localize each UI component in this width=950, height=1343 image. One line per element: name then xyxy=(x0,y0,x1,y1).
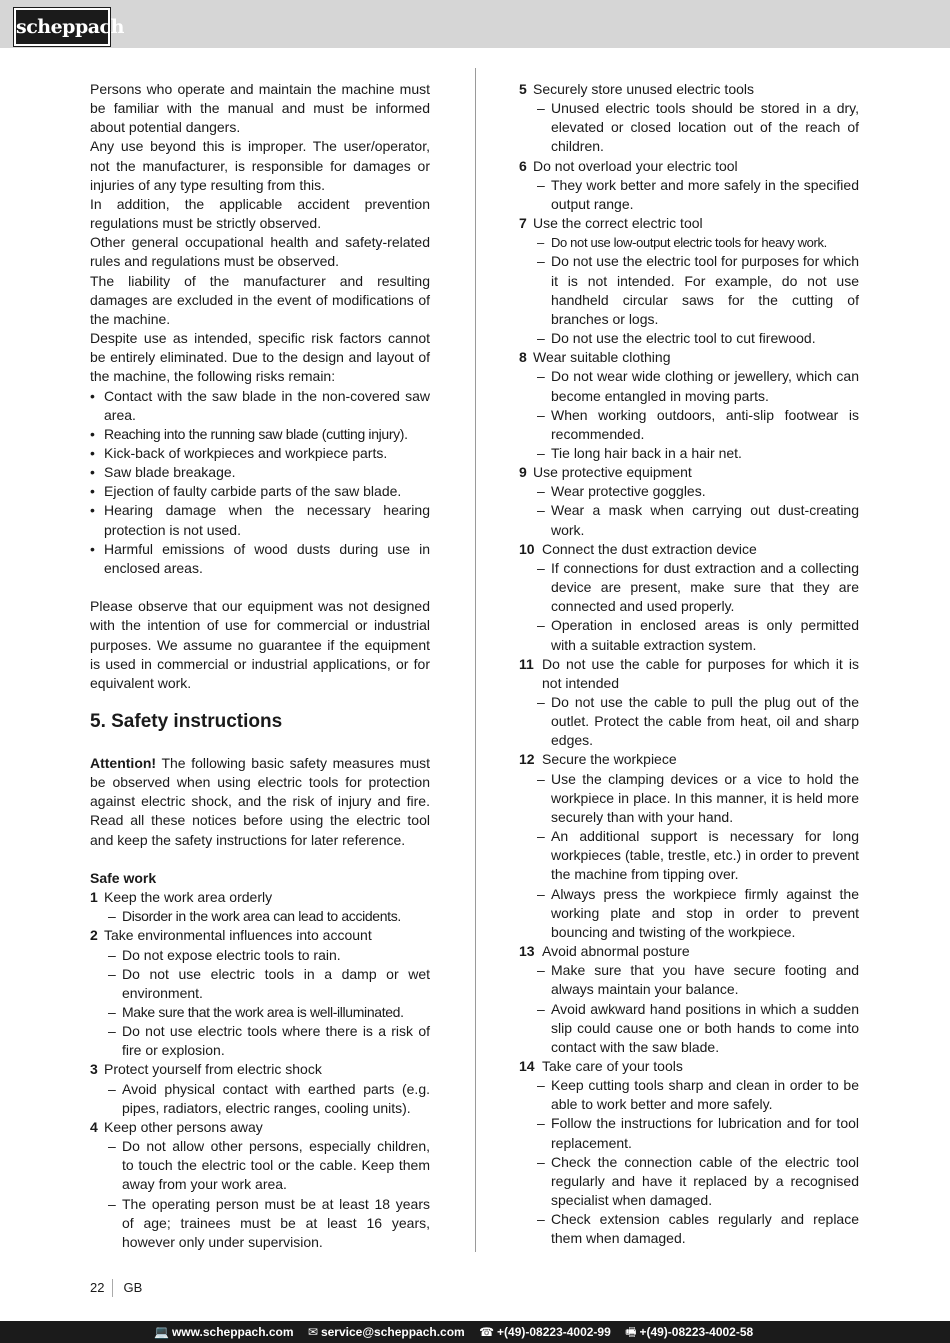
safety-subitem: – Do not wear wide clothing or jewellery, which can become entangled in moving parts. xyxy=(537,368,859,404)
safety-subitem: – Avoid physical contact with earthed parts (e.g. pipes, radiators, electric ranges, cooling units). xyxy=(108,1080,430,1116)
safety-subitem: – Tie long hair back in a hair net. xyxy=(537,444,742,461)
safety-item-title: 11 Do not use the cable for purposes for which it is not intended xyxy=(519,655,859,691)
safety-subitem: – Unused electric tools should be stored in a dry, elevated or closed location out of the reach of children. xyxy=(537,100,859,155)
safety-subitem: – Make sure that you have secure footing and always maintain your balance. xyxy=(537,962,859,998)
website-contact[interactable]: 💻 www.scheppach.com xyxy=(154,1325,294,1339)
safety-item-title: 5 Securely store unused electric tools xyxy=(519,81,754,97)
safety-subitem: – Do not use the cable to pull the plug out of the outlet. Protect the cable from heat, oil and sharp edges. xyxy=(537,694,859,749)
page-footer xyxy=(90,1279,142,1301)
safety-item-title: 14 Take care of your tools xyxy=(519,1057,683,1074)
risk-item: • Hearing damage when the necessary hearing protection is not used. xyxy=(90,501,430,539)
risk-item: • Saw blade breakage. xyxy=(90,463,430,482)
attention-label: Attention! xyxy=(90,754,157,771)
safety-subitem: – Do not use the electric tool to cut firewood. xyxy=(537,330,816,347)
scheppach-logo: scheppach xyxy=(14,8,110,46)
safety-subitem: – Wear protective goggles. xyxy=(537,483,706,500)
attention-paragraph xyxy=(90,754,430,850)
safety-subitem: – Do not use the electric tool for purposes for which it is not intended. For example, do not use handheld circular saws for the cutting of branches or logs. xyxy=(537,253,859,327)
envelope-icon: ✉ xyxy=(307,1325,318,1339)
safety-subitem: – They work better and more safely in the specified output range. xyxy=(537,176,859,212)
safety-subitem: – Do not use low-output electric tools for heavy work. xyxy=(537,235,827,251)
safety-item-title: 4 Keep other persons away xyxy=(90,1118,263,1135)
language-code: GB xyxy=(123,1280,143,1295)
left-column xyxy=(90,80,430,1252)
intro-paragraph: Persons who operate and maintain the machine must be familiar with the manual and must be informed about potential dangers. xyxy=(90,81,430,136)
safety-subitem: – Keep cutting tools sharp and clean in order to be able to work better and more safely. xyxy=(537,1077,859,1113)
safety-item-title: 7 Use the correct electric tool xyxy=(519,215,703,232)
safety-subitem: – Do not use electric tools in a damp or wet environment. xyxy=(108,965,430,1001)
column-divider xyxy=(475,68,476,1252)
usage-notice: Please observe that our equipment was not designed with the intention of use for commercial or industrial purposes. We assume no guarantee if the equipment is used in commercial or industrial applications, or for equivalent work. xyxy=(90,598,430,691)
safety-subitem: – An additional support is necessary for long workpieces (table, trestle, etc.) in order to prevent the machine from tipping over. xyxy=(537,828,859,883)
email-contact[interactable]: ✉ service@scheppach.com xyxy=(307,1325,465,1339)
safety-subitem: – Do not expose electric tools to rain. xyxy=(108,946,341,963)
safety-item-title: 12 Secure the workpiece xyxy=(519,751,677,768)
safety-subitem: – Do not use electric tools where there is a risk of fire or explosion. xyxy=(108,1023,430,1059)
intro-paragraph: In addition, the applicable accident prevention regulations must be strictly observed. xyxy=(90,195,430,232)
safety-subitem: – Check the connection cable of the electric tool regularly and have it replaced by a recognised specialist when damaged. xyxy=(537,1153,859,1209)
safety-subitem: – Operation in enclosed areas is only permitted with a suitable extraction system. xyxy=(537,617,859,653)
intro-paragraph: Any use beyond this is improper. The user/operator, not the manufacturer, is responsible for damages or injuries of any type resulting from this. xyxy=(90,138,430,193)
safety-item-title: 9 Use protective equipment xyxy=(519,464,692,481)
safety-subitem: – Disorder in the work area can lead to accidents. xyxy=(108,908,401,925)
safety-subitem: – Always press the workpiece firmly against the working plate and stop in order to prevent bouncing and twisting of the workpiece. xyxy=(537,885,859,940)
page-number: 22 xyxy=(90,1279,113,1297)
header-bar xyxy=(0,0,950,48)
fax-contact[interactable]: 🖷 +(49)-08223-4002-58 xyxy=(625,1325,754,1339)
safety-subitem: – Do not allow other persons, especially children, to touch the electric tool or the cable. Keep them away from your work area. xyxy=(108,1138,430,1193)
safety-subitem: – When working outdoors, anti-slip footwear is recommended. xyxy=(537,406,859,442)
safety-subitem: – The operating person must be at least 18 years of age; trainees must be at least 16 years, however only under supervision. xyxy=(108,1195,430,1250)
safe-work-heading: Safe work xyxy=(90,869,157,886)
safety-item-title: 13 Avoid abnormal posture xyxy=(519,943,690,960)
intro-paragraph: The liability of the manufacturer and resulting damages are excluded in the event of modifications of the machine. xyxy=(90,272,430,327)
safety-item-title: 10 Connect the dust extraction device xyxy=(519,540,757,557)
safety-subitem: – Wear a mask when carrying out dust-creating work. xyxy=(537,502,859,538)
risk-item: • Reaching into the running saw blade (cutting injury). xyxy=(90,425,430,444)
phone-contact[interactable]: ☎ +(49)-08223-4002-99 xyxy=(479,1325,611,1339)
fax-icon: 🖷 xyxy=(625,1325,637,1339)
safety-item-title: 6 Do not overload your electric tool xyxy=(519,157,738,174)
right-column xyxy=(519,80,859,1249)
attention-text: The following basic safety measures must be observed when using electric tools for protection against electric shock, and the risk of injury and fire. Read all these notices before using the electric tool and keep the safety instructions for later reference. xyxy=(90,754,431,848)
safety-item-title: 2 Take environmental influences into account xyxy=(90,927,372,944)
safety-subitem: – If connections for dust extraction and a collecting device are present, make sure that they are connected and used properly. xyxy=(537,559,859,615)
risk-list xyxy=(90,387,430,579)
risk-item: • Contact with the saw blade in the non-covered saw area. xyxy=(90,387,430,425)
risk-item: • Kick-back of workpieces and workpiece parts. xyxy=(90,444,430,463)
safety-item-title: 1 Keep the work area orderly xyxy=(90,889,273,906)
safety-subitem: – Use the clamping devices or a vice to hold the workpiece in place. In this manner, it is held more securely than with your hand. xyxy=(537,770,859,825)
intro-paragraph: Other general occupational health and safety-related rules and regulations must be observed. xyxy=(90,234,430,270)
safety-item-title: 3 Protect yourself from electric shock xyxy=(90,1061,322,1078)
section-title: 5. Safety instructions xyxy=(90,710,283,732)
safety-subitem: – Make sure that the work area is well-illuminated. xyxy=(108,1004,404,1020)
phone-icon: ☎ xyxy=(479,1325,495,1339)
safety-subitem: – Check extension cables regularly and replace them when damaged. xyxy=(537,1211,859,1247)
risk-item: • Ejection of faulty carbide parts of the saw blade. xyxy=(90,482,430,501)
safety-subitem: – Follow the instructions for lubrication and for tool replacement. xyxy=(537,1115,859,1151)
contact-bar xyxy=(0,1321,950,1343)
safety-item-title: 8 Wear suitable clothing xyxy=(519,349,671,366)
intro-paragraph: Despite use as intended, specific risk factors cannot be entirely eliminated. Due to the design and layout of the machine, the following risks remain: xyxy=(90,330,430,385)
risk-item: • Harmful emissions of wood dusts during use in enclosed areas. xyxy=(90,540,430,578)
safety-subitem: – Avoid awkward hand positions in which a sudden slip could cause one or both hands to come into contact with the saw blade. xyxy=(537,1000,859,1055)
computer-icon: 💻 xyxy=(154,1325,169,1339)
